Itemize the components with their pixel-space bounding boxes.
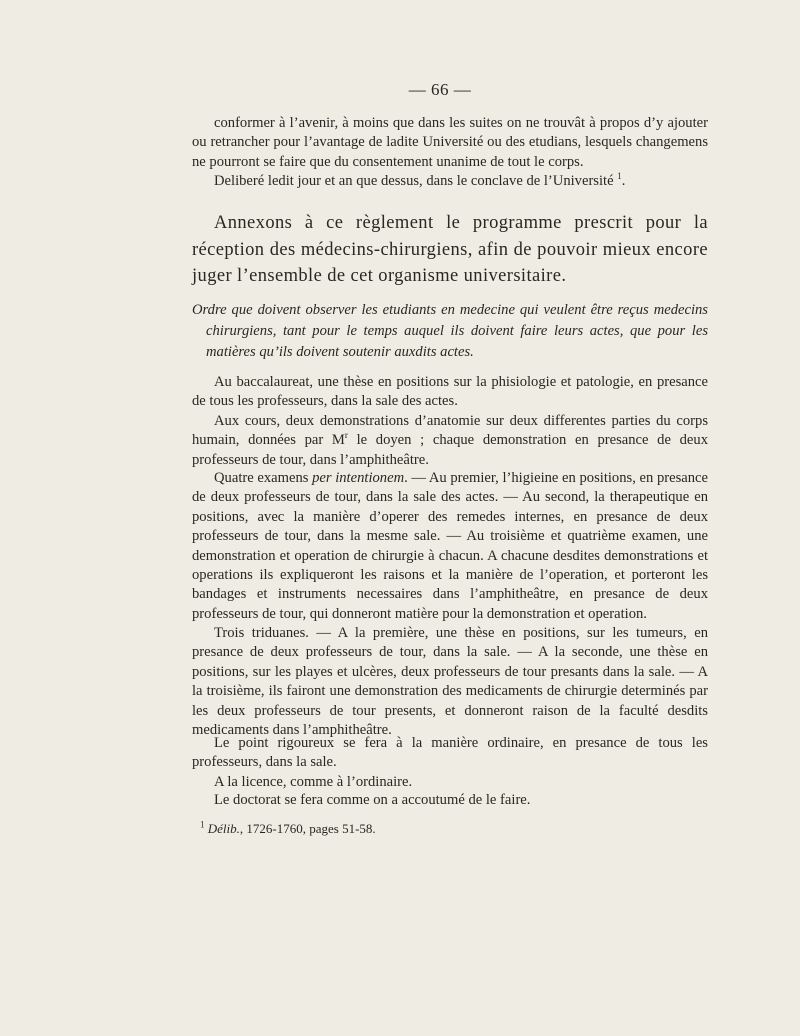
footnote-reference: 1 — [617, 171, 622, 182]
examens-latin-term: per intentionem — [312, 470, 405, 486]
cours-superscript: r — [344, 430, 348, 441]
footnote-source: Délib. — [207, 821, 240, 836]
paragraph-trois-triduanes: Trois triduanes. — A la première, une thèse en positions, sur les tumeurs, en presance de deux professeurs de tour, dans la sale. — A la seconde, une thèse en positions, sur les playes et ulcères, deux professeurs de tour presants dans la sale. — A la troisième, ils fairont une demonstration des medicaments de chirurgie determinés par les deux professeurs de tour presents, et donneront raison de la faculté desdits medicaments dans l’amphitheâtre. — [192, 625, 708, 739]
footnote-details: , 1726-1760, pages 51-58. — [239, 821, 376, 836]
ordre-heading: Ordre que doivent observer les etudiants en medecine qui veulent être reçus medecins chirurgiens, tant pour le temps auquel ils doivent faire leurs actes, que pour les matières qu’ils doivent soutenir auxdits actes. — [192, 302, 708, 360]
cours-text-start: Aux cours, deux demonstrations d’anatomie sur deux differentes parties du corps humain, données par M — [192, 413, 708, 449]
paragraph-conformer: conformer à l’avenir, à moins que dans les suites on ne trouvât à propos d’y ajouter ou retrancher pour l’avantage de ladite Université ou des etudians, lesquels changemens ne pourront se faire que du consentement unanime de tout le corps. — [192, 115, 708, 170]
delibere-text: Deliberé ledit jour et an que dessus, dans le conclave de l’Université — [214, 173, 614, 189]
footnote — [200, 820, 700, 838]
examens-text-start: Quatre examens — [214, 470, 313, 486]
examens-text-end: . — Au premier, l’higieine en positions, en presance de deux professeurs de tour, dans la sale des actes. — Au second, la therapeutique en positions, avec la manière d’operer des remedes internes, en presance de deux professeurs de tour, dans la mesme sale. — Au troisième et quatrième examen, une demonstration et operation de chirurgie à chacun. A chacune desdites demonstrations et operations ils expliqueront les raisons et la manière de l’operation, et porteront les bandages et instruments necessaires dans l’amphitheâtre, en presance de deux professeurs de tour, qui donneront matière pour la demonstration et operation. — [192, 470, 708, 622]
paragraph-licence: A la licence, comme à l’ordinaire. — [214, 774, 413, 790]
cours-text-end: le doyen ; chaque demonstration en presance de deux professeurs de tour, dans l’amphitheâtre. — [192, 432, 708, 468]
paragraph-annexons: Annexons à ce règlement le programme prescrit pour la réception des médecins-chirurgiens, afin de pouvoir mieux encore juger l’ensemble de cet organisme universitaire. — [192, 213, 708, 286]
paragraph-cours — [192, 412, 708, 470]
paragraph-baccalaureat: Au baccalaureat, une thèse en positions sur la phisiologie et patologie, en presance de tous les professeurs, dans la sale des actes. — [192, 374, 708, 410]
paragraph-delibere — [192, 172, 708, 191]
footnote-mark: 1 — [200, 819, 205, 830]
page-number: — 66 — — [408, 80, 472, 99]
paragraph-quatre-examens — [192, 469, 708, 624]
paragraph-doctorat: Le doctorat se fera comme on a accoutumé de le faire. — [214, 792, 531, 808]
paragraph-point-rigoureux: Le point rigoureux se fera à la manière ordinaire, en presance de tous les professeurs, dans la sale. — [192, 735, 708, 771]
delibere-end: . — [621, 173, 626, 189]
